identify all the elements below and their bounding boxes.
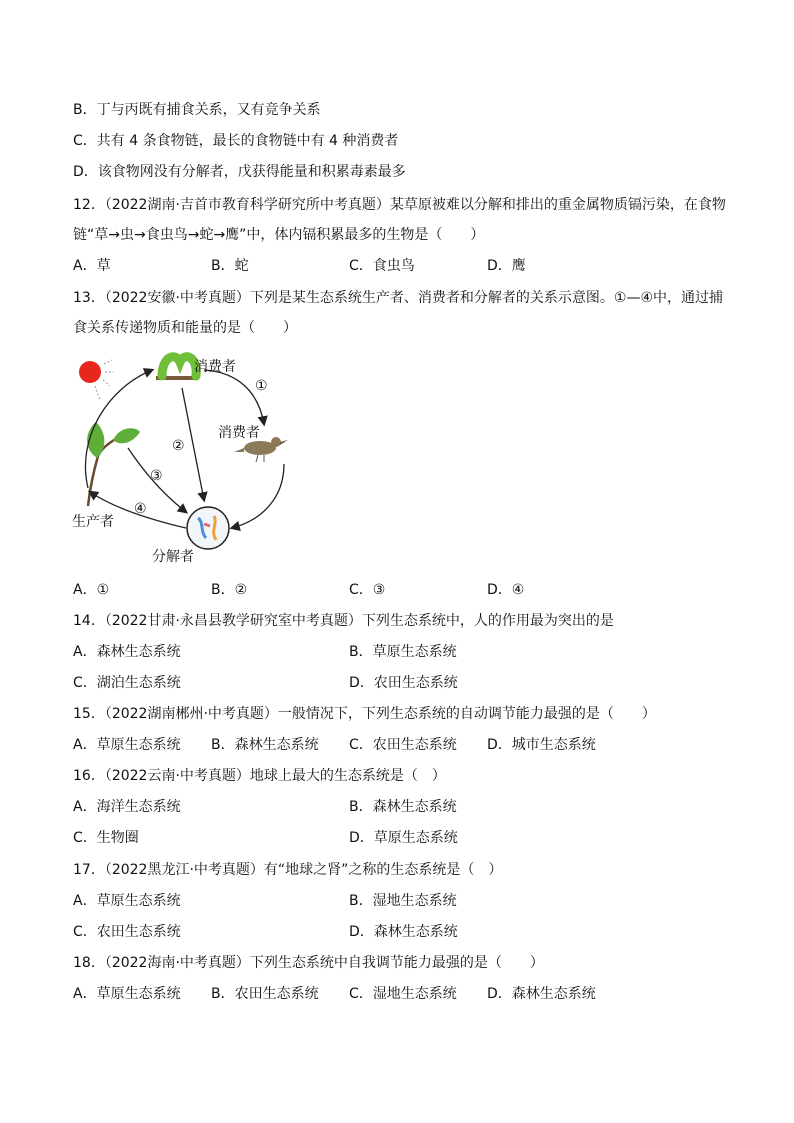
question-17: 17．（2022黑龙江·中考真题）有“地球之肾”之称的生态系统是（ ） — [73, 862, 503, 878]
question-12: 12．（2022湖南·吉首市教育科学研究所中考真题）某草原被难以分解和排出的重金属物质镉污染，在食物 — [73, 197, 726, 213]
label-consumer-1: 消费者 — [194, 359, 236, 375]
question-15: 15．（2022湖南郴州·中考真题）一般情况下，下列生态系统的自动调节能力最强的是（ ） — [73, 706, 656, 722]
label-number-3: ③ — [150, 468, 163, 484]
question-13-cont: 食关系传递物质和能量的是（ ） — [73, 320, 297, 336]
ecosystem-diagram-svg — [68, 348, 308, 570]
option-d: D．鹰 — [487, 258, 526, 274]
options-18 — [73, 984, 733, 1004]
options-17-row2 — [73, 922, 733, 942]
option-d: D．草原生态系统 — [349, 830, 458, 846]
question-18: 18．（2022海南·中考真题）下列生态系统中自我调节能力最强的是（ ） — [73, 955, 544, 971]
option-a: A．草原生态系统 — [73, 986, 181, 1002]
option-b: B．草原生态系统 — [349, 644, 457, 660]
options-12 — [73, 256, 733, 276]
option-a: A．草原生态系统 — [73, 893, 181, 909]
option-b: B．② — [211, 582, 248, 598]
option-a: A．海洋生态系统 — [73, 799, 181, 815]
label-producer: 生产者 — [72, 514, 114, 530]
option-d: D．农田生态系统 — [349, 675, 458, 691]
option-d: D．森林生态系统 — [487, 986, 596, 1002]
option-b: B．蛇 — [211, 258, 249, 274]
option-d: D．④ — [487, 582, 525, 598]
arrow-2 — [182, 388, 204, 500]
decomposer-icon — [187, 507, 229, 549]
options-14-row1 — [73, 642, 733, 662]
option-c: C．③ — [349, 582, 386, 598]
label-consumer-2: 消费者 — [218, 425, 260, 441]
option-a: A．草原生态系统 — [73, 737, 181, 753]
option-c: C．农田生态系统 — [349, 737, 457, 753]
plant-icon — [87, 422, 140, 506]
question-14: 14．（2022甘肃·永昌县教学研究室中考真题）下列生态系统中，人的作用最为突出的是 — [73, 613, 614, 629]
label-number-2: ② — [172, 438, 185, 454]
options-16-row1 — [73, 797, 733, 817]
arrow-bird-to-decomposer — [232, 464, 284, 528]
option-c: C．生物圈 — [73, 830, 139, 846]
options-14-row2 — [73, 673, 733, 693]
option-b: B．农田生态系统 — [211, 986, 319, 1002]
option-a: A．森林生态系统 — [73, 644, 181, 660]
question-16: 16．（2022云南·中考真题）地球上最大的生态系统是（ ） — [73, 768, 446, 784]
label-number-1: ① — [255, 378, 268, 394]
option-line-b: B．丁与丙既有捕食关系，又有竞争关系 — [73, 102, 321, 118]
option-line-c: C．共有 4 条食物链，最长的食物链中有 4 种消费者 — [73, 133, 399, 149]
option-line-d: D．该食物网没有分解者，戊获得能量和积累毒素最多 — [73, 164, 406, 180]
label-number-4: ④ — [134, 501, 147, 517]
option-a: A．① — [73, 582, 110, 598]
option-d: D．森林生态系统 — [349, 924, 458, 940]
option-c: C．农田生态系统 — [73, 924, 181, 940]
caterpillar-icon — [156, 357, 198, 380]
options-16-row2 — [73, 828, 733, 848]
option-c: C．食虫鸟 — [349, 258, 415, 274]
option-c: C．湖泊生态系统 — [73, 675, 181, 691]
option-b: B．森林生态系统 — [349, 799, 457, 815]
ecosystem-diagram — [68, 348, 308, 570]
question-12-cont: 链“草→虫→食虫鸟→蛇→鹰”中，体内镉积累最多的生物是（ ） — [73, 227, 485, 243]
options-13 — [73, 580, 733, 600]
option-b: B．森林生态系统 — [211, 737, 319, 753]
sun-icon — [79, 360, 114, 400]
option-d: D．城市生态系统 — [487, 737, 596, 753]
option-b: B．湿地生态系统 — [349, 893, 457, 909]
options-15 — [73, 735, 733, 755]
option-c: C．湿地生态系统 — [349, 986, 457, 1002]
options-17-row1 — [73, 891, 733, 911]
label-decomposer: 分解者 — [152, 549, 194, 565]
question-13: 13．（2022安徽·中考真题）下列是某生态系统生产者、消费者和分解者的关系示意图。①—④中，通过捕 — [73, 290, 723, 306]
option-a: A．草 — [73, 258, 111, 274]
